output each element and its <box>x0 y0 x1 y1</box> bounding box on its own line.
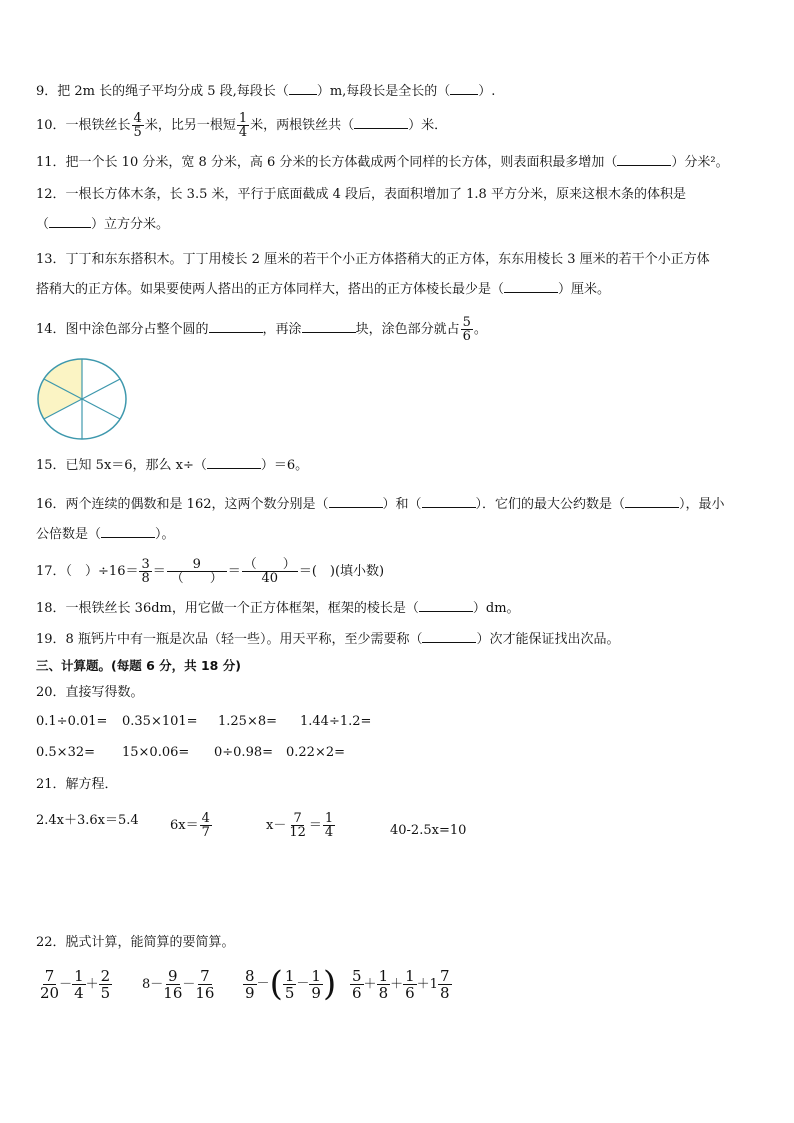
fraction: $\frac{( )}{40}$ <box>243 557 296 586</box>
question-14 <box>36 316 487 343</box>
fraction: $\frac{7}{8}$ <box>439 967 450 1002</box>
q18-text2: ）dm。 <box>472 601 520 616</box>
calc-item: 1.44÷1.2= <box>300 714 372 729</box>
question-20-title: 20．直接写得数。 <box>36 685 144 700</box>
calc-item: 15×0.06= <box>122 745 190 760</box>
fraction: $\frac{1}{4}$ <box>238 111 248 140</box>
q12-line2b: ）立方分米。 <box>91 217 170 232</box>
q16-line2b: ）。 <box>155 527 175 542</box>
equation-3 <box>266 812 336 839</box>
question-16-line2 <box>36 526 175 544</box>
fraction: $\frac{1}{6}$ <box>405 967 415 1002</box>
q19-text1: 19．8 瓶钙片中有一瓶是次品（轻一些）。用天平称，至少需要称（ <box>36 632 423 647</box>
answer-blank[interactable] <box>617 165 671 166</box>
q16-line2a: 公倍数是（ <box>36 527 102 542</box>
q15-text1: 15．已知 5x＝6，那么 x÷（ <box>36 458 207 473</box>
calc-row-1 <box>36 713 371 731</box>
q19-text2: ）次才能保证找出次品。 <box>476 632 620 647</box>
equals: ＝ <box>227 564 241 579</box>
question-10 <box>36 112 447 139</box>
section-heading: 三、计算题。(每题 6 分，共 18 分) <box>36 658 241 673</box>
calc-row-2 <box>36 744 345 762</box>
calc-item: 0÷0.98= <box>214 745 274 760</box>
fraction: $\frac{9}{( )}$ <box>167 558 227 585</box>
question-19 <box>36 631 619 649</box>
answer-blank[interactable] <box>289 94 317 95</box>
equation-1 <box>36 812 139 830</box>
answer-blank[interactable] <box>625 507 679 508</box>
fraction: $\frac{1}{5}$ <box>284 966 295 1002</box>
calc-item: 1.25×8= <box>218 714 278 729</box>
question-13-line1 <box>36 251 710 269</box>
question-15 <box>36 457 308 475</box>
equals: ＝ <box>152 564 166 579</box>
fraction: $\frac{7}{20}$ <box>40 967 60 1002</box>
fraction: $\frac{1}{8}$ <box>378 967 389 1002</box>
fraction: $\frac{8}{9}$ <box>245 966 255 1002</box>
fraction: $\frac{5}{6}$ <box>352 967 362 1002</box>
answer-blank[interactable] <box>207 468 261 469</box>
answer-blank[interactable] <box>419 611 473 612</box>
fraction: $\frac{2}{5}$ <box>100 967 111 1002</box>
q11-text1: 11．把一个长 10 分米，宽 8 分米，高 6 分米的长方体截成两个同样的长方体，则表面积最多增加（ <box>36 155 618 170</box>
answer-blank[interactable] <box>422 507 476 508</box>
q14-text2: ，再涂 <box>262 322 302 337</box>
question-17 <box>36 558 384 585</box>
calc-item: 0.5×32= <box>36 745 96 760</box>
calc-item: 0.22×2= <box>286 745 346 760</box>
q12-line2a: （ <box>36 217 50 232</box>
question-21-title: 21．解方程． <box>36 777 118 792</box>
expression-2: 8－ $\frac{9}{16}$ － $\frac{7}{16}$ <box>142 967 215 1002</box>
q14-text3: 块，涂色部分就占 <box>355 322 460 337</box>
answer-blank[interactable] <box>354 128 408 129</box>
fraction: $\frac{4}{5}$ <box>133 111 142 140</box>
fraction: $\frac{1}{4}$ <box>74 967 84 1002</box>
fraction: $\frac{3}{8}$ <box>141 557 150 586</box>
question-13-line2 <box>36 281 610 299</box>
pie-chart-figure <box>35 357 129 441</box>
fraction: $\frac{5}{6}$ <box>462 315 471 344</box>
equation-4 <box>390 822 466 840</box>
answer-blank[interactable] <box>209 332 263 333</box>
equation-text: 40-2.5x=10 <box>390 823 467 838</box>
q16-line1b: ）和（ <box>382 497 422 512</box>
question-9 <box>36 83 495 101</box>
answer-blank[interactable] <box>49 227 91 228</box>
q18-text1: 18．一根铁丝长 36dm，用它做一个正方体框架，框架的棱长是（ <box>36 601 419 616</box>
answer-blank[interactable] <box>101 537 155 538</box>
fraction: $\frac{9}{16}$ <box>163 967 183 1002</box>
equation-text: x－ <box>266 818 287 833</box>
question-12-line1 <box>36 186 686 204</box>
expression-4: $\frac{5}{6}$ ＋ $\frac{1}{8}$ ＋ $\frac{1}{6}$ ＋1 $\frac{7}{8}$ <box>352 967 450 1002</box>
q12-line1: 12．一根长方体木条，长 3.5 米，平行于底面截成 4 段后，表面积增加了 1.8 平方分米，原来这根木条的体积是 <box>36 187 686 202</box>
question-22-title: 22．脱式计算，能简算的要简算。 <box>36 935 235 950</box>
question-12-line2 <box>36 216 169 234</box>
question-11 <box>36 154 729 172</box>
q14-text4: 。 <box>473 322 487 337</box>
q14-text1: 14．图中涂色部分占整个圆的 <box>36 322 209 337</box>
fraction: $\frac{7}{12}$ <box>289 811 306 840</box>
calc-item: 0.1÷0.01= <box>36 714 108 729</box>
q13-line2a: 搭稍大的正方体。如果要使两人搭出的正方体同样大，搭出的正方体棱长最少是（ <box>36 282 505 297</box>
equation-2 <box>170 812 213 839</box>
question-18 <box>36 600 520 618</box>
q13-line1: 13．丁丁和东东搭积木。丁丁用棱长 2 厘米的若干个小正方体搭稍大的正方体，东东用棱长 3 厘米的若干个小正方体 <box>36 252 710 267</box>
expression-3: $\frac{8}{9}$ －( $\frac{1}{5}$ － $\frac{1}{9}$ ) <box>245 964 337 1004</box>
fraction: $\frac{7}{16}$ <box>195 967 215 1002</box>
answer-blank[interactable] <box>329 507 383 508</box>
answer-blank[interactable] <box>422 642 476 643</box>
answer-blank[interactable] <box>504 292 558 293</box>
answer-blank[interactable] <box>450 94 478 95</box>
q9-text2: ）m,每段长是全长的（ <box>316 84 451 99</box>
q9-text1: 9．把 2m 长的绳子平均分成 5 段,每段长（ <box>36 84 289 99</box>
equation-text: 6x＝ <box>170 818 199 833</box>
q10-text1: 10．一根铁丝长 <box>36 118 131 133</box>
q16-line1c: ）．它们的最大公约数是（ <box>475 497 626 512</box>
fraction: $\frac{4}{7}$ <box>201 811 210 840</box>
q11-text2: ）分米²。 <box>671 155 729 170</box>
q16-line1d: ），最小 <box>679 497 725 512</box>
pie-spoke <box>82 399 120 419</box>
expression-1: $\frac{7}{20}$ － $\frac{1}{4}$ ＋ $\frac{2}{5}$ <box>40 967 111 1002</box>
equals: ＝ <box>308 818 322 833</box>
q10-text2: 米，比另一根短 <box>144 118 236 133</box>
q9-text3: ）. <box>478 84 496 99</box>
calc-item: 0.35×101= <box>122 714 198 729</box>
q17-text1: 17．（ ）÷16＝ <box>36 564 139 579</box>
fraction: $\frac{1}{9}$ <box>311 966 321 1002</box>
equation-text: 2.4x＋3.6x＝5.4 <box>36 813 139 828</box>
q15-text2: ）＝6。 <box>260 458 309 473</box>
q17-text2: ＝( )(填小数) <box>298 564 385 579</box>
q10-text4: ）米． <box>408 118 448 133</box>
pie-spoke <box>82 379 120 399</box>
question-16-line1 <box>36 496 725 514</box>
q16-line1a: 16．两个连续的偶数和是 162，这两个数分别是（ <box>36 497 329 512</box>
q13-line2b: ）厘米。 <box>558 282 611 297</box>
answer-blank[interactable] <box>302 332 356 333</box>
fraction: $\frac{1}{4}$ <box>324 811 334 840</box>
q10-text3: 米，两根铁丝共（ <box>250 118 355 133</box>
